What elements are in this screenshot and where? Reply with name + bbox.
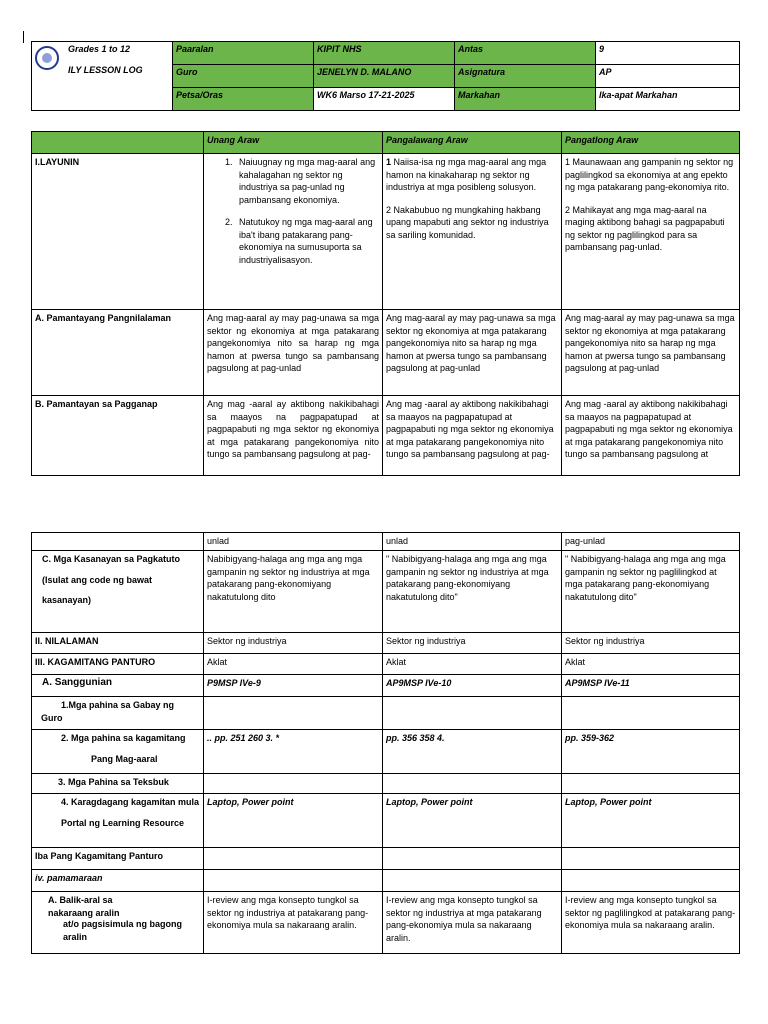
pamamaraan-day3 — [562, 870, 740, 892]
iba-day1 — [204, 848, 383, 870]
gabay-day2 — [383, 697, 562, 730]
kasanayan-day2: " Nabibigyang-halaga ang mga ang mga gampanin ng sektor ng industriya at mga patakarang pang-ekonomiyang nakatutulong dito" — [383, 551, 562, 633]
corner-cell — [32, 132, 204, 154]
karagdagang-day2: Laptop, Power point — [383, 794, 562, 848]
deped-seal-icon — [35, 46, 59, 70]
layunin-day2: 1 Naiisa-isa ng mga mag-aaral ang mga hamon na kinakaharap ng sektor ng industriya at mga posibleng solusyon. 2 Nakabubuo ng mungkahing hakbang upang mapabuti ang sektor ng industriya sa sariling komunidad. — [383, 154, 562, 310]
pangnilalaman-day2: Ang mag-aaral ay may pag-unawa sa mga sektor ng ekonomiya at mga patakarang pangekonomiya nito sa harap ng mga hamon at pwersa tungo sa pambansang pagsulong at pag-unlad — [383, 310, 562, 396]
pamamaraan-day1 — [204, 870, 383, 892]
pangnilalaman-label: A. Pamantayang Pangnilalaman — [32, 310, 204, 396]
markahan-value: Ika-apat Markahan — [596, 88, 740, 111]
kagamitan-day3: Aklat — [562, 654, 740, 675]
kasanayan-day3: " Nabibigyang-halaga ang mga ang mga gampanin ng sektor ng paglilingkod at mga patakarang pang-ekonomiyang nakatutulong dito" — [562, 551, 740, 633]
pangnilalaman-day1: Ang mag-aaral ay may pag-unawa sa mga sektor ng ekonomiya at mga patakarang pangekonomiya nito sa harap ng mga hamon at pwersa tungo sa pambansang pagsulong at pag-unlad — [204, 310, 383, 396]
col-header-day1: Unang Araw — [204, 132, 383, 154]
nilalaman-day3: Sektor ng industriya — [562, 633, 740, 654]
layunin-label: I.LAYUNIN — [32, 154, 204, 310]
iba-day3 — [562, 848, 740, 870]
pagganap-day3: Ang mag -aaral ay aktibong nakikibahagi sa maayos na pagpapatupad at pagpapabuti ng mga sektor ng ekonomiya at mga patakarang pangekonomiya nito tungo sa pambansang pagsulong at — [562, 396, 740, 476]
asignatura-value: AP — [596, 65, 740, 88]
cont-label — [32, 533, 204, 551]
sanggunian-day2: AP9MSP IVe-10 — [383, 675, 562, 697]
kagamitan-day1: Aklat — [204, 654, 383, 675]
paaralan-value: KIPIT NHS — [314, 42, 455, 65]
col-header-day3: Pangatlong Araw — [562, 132, 740, 154]
sanggunian-day3: AP9MSP IVe-11 — [562, 675, 740, 697]
kagamitang-pahina-label: 2. Mga pahina sa kagamitang Pang Mag-aaral — [32, 730, 204, 774]
kagamitang-pahina-day2: pp. 356 358 4. — [383, 730, 562, 774]
markahan-label: Markahan — [455, 88, 596, 111]
nilalaman-label: II. NILALAMAN — [32, 633, 204, 654]
objective-item: 1. Naiuugnay ng mga mag-aaral ang kahalagahan ng sektor ng industriya sa pag-unlad ng pambansang ekonomiya. — [225, 157, 376, 205]
kasanayan-label: C. Mga Kasanayan sa Pagkatuto (Isulat ang code ng bawat kasanayan) — [32, 551, 204, 633]
gabay-day3 — [562, 697, 740, 730]
karagdagang-day1: Laptop, Power point — [204, 794, 383, 848]
pagganap-day2: Ang mag -aaral ay aktibong nakikibahagi sa maayos na pagpapatupad at pagpapabuti ng mga sektor ng ekonomiya at mga patakarang pangekonomiya nito tungo sa pambansang pagsulong at pag- — [383, 396, 562, 476]
nilalaman-day2: Sektor ng industriya — [383, 633, 562, 654]
nilalaman-day1: Sektor ng industriya — [204, 633, 383, 654]
cont-day1: unlad — [204, 533, 383, 551]
guro-label: Guro — [173, 65, 314, 88]
teksbuk-label: 3. Mga Pahina sa Teksbuk — [32, 774, 204, 794]
iba-day2 — [383, 848, 562, 870]
grades-label: Grades 1 to 12 — [68, 44, 131, 54]
gabay-day1 — [204, 697, 383, 730]
pangnilalaman-day3: Ang mag-aaral ay may pag-unawa sa mga sektor ng ekonomiya at mga patakarang pangekonomiya nito sa harap ng mga hamon at pwersa tungo sa pambansang pagsulong at pag-unlad — [562, 310, 740, 396]
pamamaraan-label: iv. pamamaraan — [32, 870, 204, 892]
teksbuk-day2 — [383, 774, 562, 794]
kagamitan-day2: Aklat — [383, 654, 562, 675]
pagganap-day1: Ang mag -aaral ay aktibong nakikibahagi sa maayos na pagpapatupad at pagpapabuti ng mga sektor ng ekonomiya at mga patakarang pangekonomiya nito tungo sa pambansang pagsulong at pag- — [204, 396, 383, 476]
kagamitan-label: III. KAGAMITANG PANTURO — [32, 654, 204, 675]
petsa-label: Petsa/Oras — [173, 88, 314, 111]
balikaral-day3: I-review ang mga konsepto tungkol sa sektor ng paglilingkod at patakarang pang-ekonomiya mula sa nakaraang aralin. — [562, 892, 740, 954]
sanggunian-day1: P9MSP IVe-9 — [204, 675, 383, 697]
karagdagang-day3: Laptop, Power point — [562, 794, 740, 848]
text-cursor — [23, 31, 24, 43]
layunin-day3: 1 Maunawaan ang gampanin ng sektor ng paglilingkod sa ekonomiya at ang epekto ng mga patakarang pang-ekonomiya rito. 2 Mahikayat ang mga mag-aaral na maging aktibong bahagi sa pagpapabuti ng sektor ng paglilingkod para sa pambansang pag-unlad. — [562, 154, 740, 310]
antas-value: 9 — [596, 42, 740, 65]
gabay-label: 1.Mga pahina sa Gabay ng Guro — [32, 697, 204, 730]
antas-label: Antas — [455, 42, 596, 65]
lesson-log-header — [31, 41, 740, 111]
layunin-day1 — [204, 154, 383, 310]
kagamitang-pahina-day3: pp. 359-362 — [562, 730, 740, 774]
col-header-day2: Pangalawang Araw — [383, 132, 562, 154]
karagdagang-label: 4. Karagdagang kagamitan mula Portal ng Learning Resource — [32, 794, 204, 848]
header-logo-cell — [32, 42, 173, 111]
cont-day3: pag-unlad — [562, 533, 740, 551]
pamamaraan-day2 — [383, 870, 562, 892]
paaralan-label: Paaralan — [173, 42, 314, 65]
sanggunian-label: A. Sanggunian — [32, 675, 204, 697]
lesson-log-title: ILY LESSON LOG — [68, 65, 143, 75]
cont-day2: unlad — [383, 533, 562, 551]
kasanayan-day1: Nabibigyang-halaga ang mga ang mga gampanin ng sektor ng industriya at mga patakarang pang-ekonomiyang nakatutulong dito — [204, 551, 383, 633]
iba-label: Iba Pang Kagamitang Panturo — [32, 848, 204, 870]
balikaral-day1: I-review ang mga konsepto tungkol sa sektor ng industriya at patakarang pang-ekonomiya mula sa nakaraang aralin. — [204, 892, 383, 954]
balikaral-label: A. Balik-aral sa nakaraang aralin at/o pagsisimula ng bagong aralin — [32, 892, 204, 954]
teksbuk-day1 — [204, 774, 383, 794]
guro-value: JENELYN D. MALANO — [314, 65, 455, 88]
teksbuk-day3 — [562, 774, 740, 794]
kagamitang-pahina-day1: .. pp. 251 260 3. * — [204, 730, 383, 774]
petsa-value: WK6 Marso 17-21-2025 — [314, 88, 455, 111]
asignatura-label: Asignatura — [455, 65, 596, 88]
lesson-table-part1 — [31, 131, 740, 476]
pagganap-label: B. Pamantayan sa Pagganap — [32, 396, 204, 476]
lesson-table-part2 — [31, 532, 740, 954]
objective-item: 2. Natutukoy ng mga mag-aaral ang iba't ibang patakarang pang-ekonomiya na sumusuporta sa industriyalisasyon. — [225, 217, 373, 265]
balikaral-day2: I-review ang mga konsepto tungkol sa sektor ng industriya at mga patakarang pang-ekonomiya mula sa nakaraang aralin. — [383, 892, 562, 954]
